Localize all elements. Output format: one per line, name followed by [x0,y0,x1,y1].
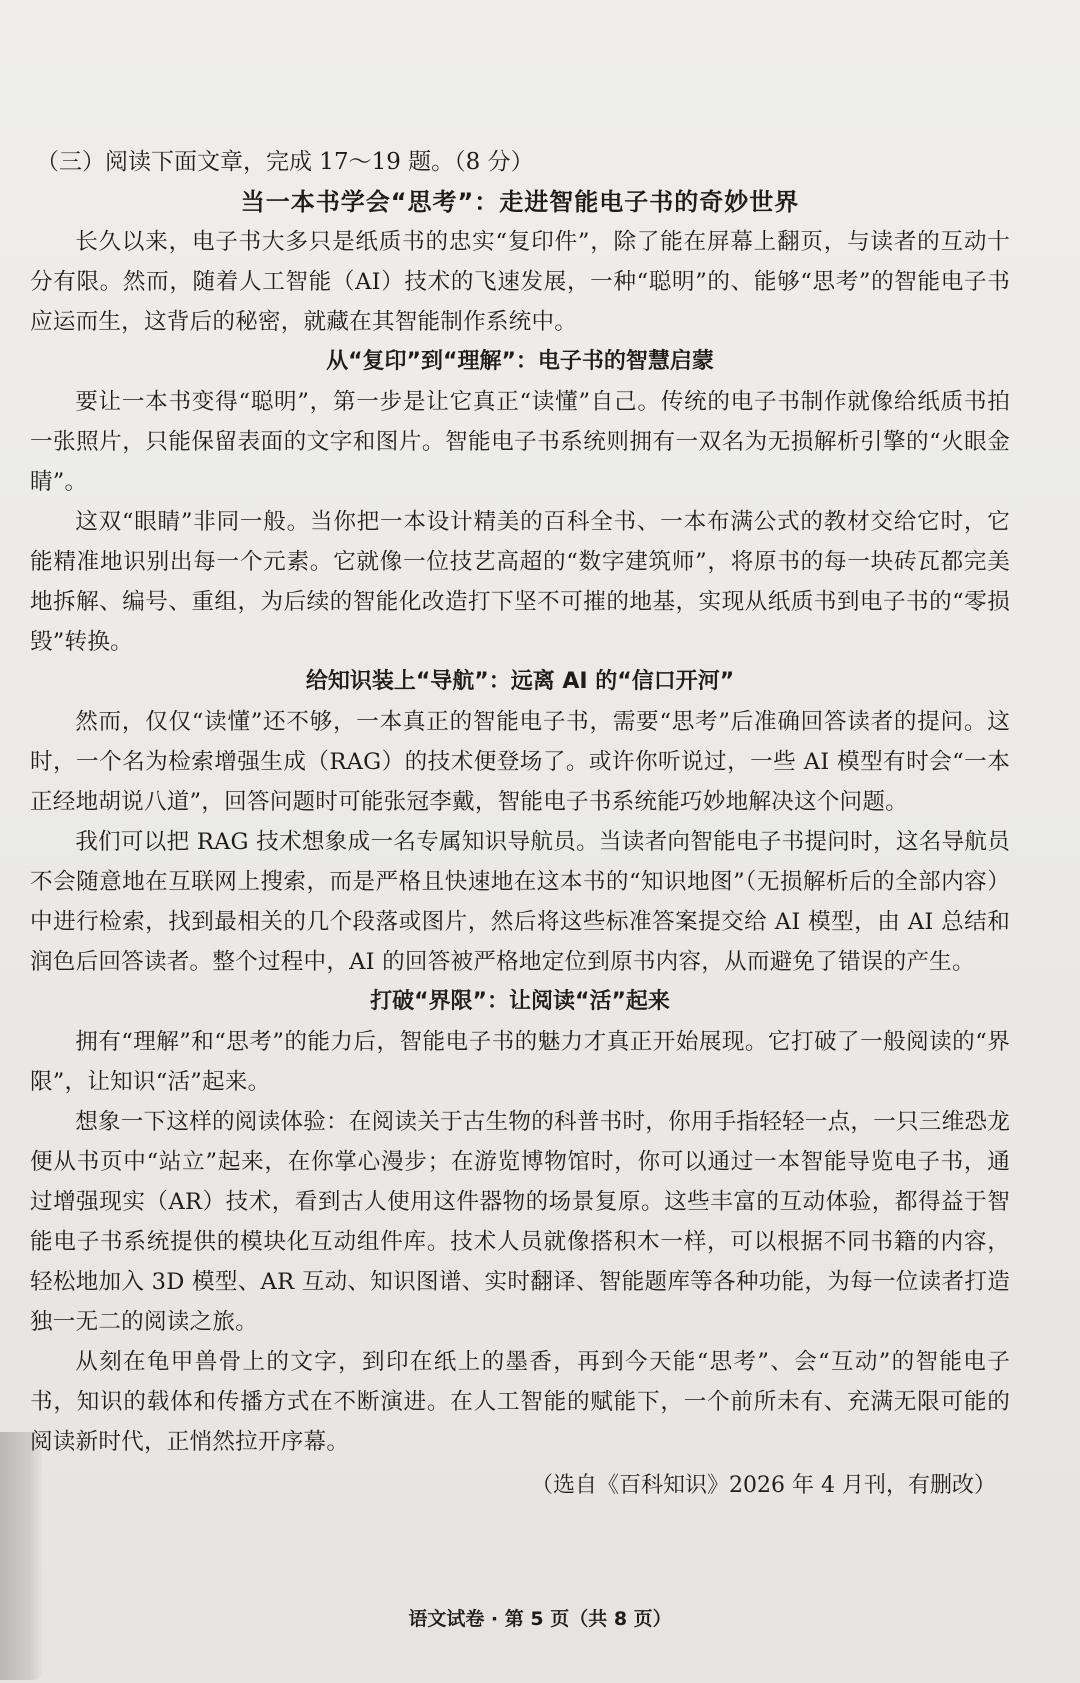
page-footer: 语文试卷 · 第 5 页（共 8 页） [408,1608,672,1630]
paragraph: 想象一下这样的阅读体验：在阅读关于古生物的科普书时，你用手指轻轻一点，一只三维恐龙便从书页中“站立”起来，在你掌心漫步；在游览博物馆时，你可以通过一本智能导览电子书，通过增强现实（AR）技术，看到古人使用这件器物的场景复原。这些丰富的互动体验，都得益于智能电子书系统提供的模块化互动组件库。技术人员就像搭积木一样，可以根据不同书籍的内容，轻松地加入 3D 模型、AR 互动、知识图谱、实时翻译、智能题库等各种功能，为每一位读者打造独一无二的阅读之旅。 [30,1109,1010,1335]
reading-passage [30,142,1010,1506]
source-citation: （选自《百科知识》2026 年 4 月刊，有删改） [531,1473,996,1498]
paragraph: 我们可以把 RAG 技术想象成一名专属知识导航员。当读者向智能电子书提问时，这名导航员不会随意地在互联网上搜索，而是严格且快速地在这本书的“知识地图”（无损解析后的全部内容）中进行检索，找到最相关的几个段落或图片，然后将这些标准答案提交给 AI 模型，由 AI 总结和润色后回答读者。整个过程中，AI 的回答被严格地定位到原书内容，从而避免了错误的产生。 [30,829,1010,975]
section-heading-3: 打破“界限”：让阅读“活”起来 [370,989,670,1014]
paragraph: 要让一本书变得“聪明”，第一步是让它真正“读懂”自己。传统的电子书制作就像给纸质书拍一张照片，只能保留表面的文字和图片。智能电子书系统则拥有一双名为无损解析引擎的“火眼金睛”。 [30,389,1010,495]
paragraph: 拥有“理解”和“思考”的能力后，智能电子书的魅力才真正开始展现。它打破了一般阅读的“界限”，让知识“活”起来。 [30,1029,1010,1095]
paragraph: 从刻在龟甲兽骨上的文字，到印在纸上的墨香，再到今天能“思考”、会“互动”的智能电子书，知识的载体和传播方式在不断演进。在人工智能的赋能下，一个前所未有、充满无限可能的阅读新时代，正悄然拉开序幕。 [30,1349,1010,1455]
intro-paragraph: 长久以来，电子书大多只是纸质书的忠实“复印件”，除了能在屏幕上翻页，与读者的互动十分有限。然而，随着人工智能（AI）技术的飞速发展，一种“聪明”的、能够“思考”的智能电子书应运而生，这背后的秘密，就藏在其智能制作系统中。 [30,229,1010,335]
section-heading-1: 从“复印”到“理解”：电子书的智慧启蒙 [326,349,714,374]
section-heading-2: 给知识装上“导航”：远离 AI 的“信口开河” [305,669,735,694]
paragraph: 这双“眼睛”非同一般。当你把一本设计精美的百科全书、一本布满公式的教材交给它时，它能精准地识别出每一个元素。它就像一位技艺高超的“数字建筑师”，将原书的每一块砖瓦都完美地拆解、编号、重组，为后续的智能化改造打下坚不可摧的地基，实现从纸质书到电子书的“零损毁”转换。 [30,509,1010,655]
paragraph: 然而，仅仅“读懂”还不够，一本真正的智能电子书，需要“思考”后准确回答读者的提问。这时，一个名为检索增强生成（RAG）的技术便登场了。或许你听说过，一些 AI 模型有时会“一本正经地胡说八道”，回答问题时可能张冠李戴，智能电子书系统能巧妙地解决这个问题。 [30,709,1010,815]
article-title: 当一本书学会“思考”：走进智能电子书的奇妙世界 [240,188,800,216]
question-section-heading: （三）阅读下面文章，完成 17～19 题。（8 分） [36,149,534,175]
